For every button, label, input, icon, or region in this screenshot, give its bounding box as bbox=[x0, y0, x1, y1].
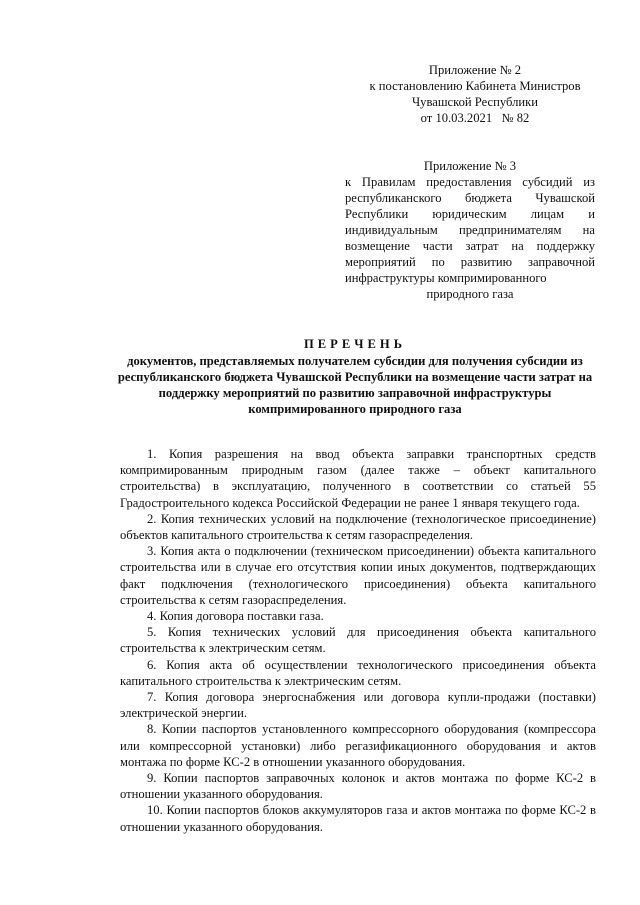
list-item: 6. Копия акта об осуществлении технологического присоединения объекта капитального строительства к электрическим сетям. bbox=[120, 657, 596, 688]
appendix-2-line-2: к постановлению Кабинета Министров bbox=[369, 79, 581, 93]
list-item: 7. Копия договора энергоснабжения или договора купли-продажи (поставки) электрической энергии. bbox=[120, 690, 596, 721]
document-list bbox=[120, 446, 596, 835]
appendix-2-line-1: Приложение № 2 bbox=[428, 63, 522, 77]
list-item: 1. Копия разрешения на ввод объекта заправки транспортных средств компримированным природным газом (далее также – объект капитального строительства) в эксплуатацию, полученного в соответствии со статьей 55 Градостроительного кодекса Российской Федерации не ранее 1 января текущего года. bbox=[120, 447, 596, 510]
list-item: 8. Копии паспортов установленного компрессорного оборудования (компрессора или компрессорной установки) либо регазификационного оборудования и актов монтажа по форме КС-2 в отношении указанного оборудования. bbox=[120, 722, 596, 769]
list-item: 5. Копия технических условий для присоединения объекта капитального строительства к электрическим сетям. bbox=[120, 625, 596, 656]
document-title-block bbox=[115, 336, 595, 417]
list-item: 10. Копии паспортов блоков аккумуляторов газа и актов монтажа по форме КС-2 в отношении указанного оборудования. bbox=[120, 803, 596, 834]
appendix-2-line-3: Чувашской Республики bbox=[412, 95, 538, 109]
appendix-3-description: к Правилам предоставления субсидий из республиканского бюджета Чувашской Республики юридическим лицам и индивидуальным предпринимателям на возмещение части затрат на поддержку мероприятий по развитию заправочной инфраструктуры компримированного bbox=[345, 175, 595, 285]
appendix-3-title: Приложение № 3 bbox=[423, 159, 517, 173]
list-item: 4. Копия договора поставки газа. bbox=[147, 609, 324, 624]
list-item: 9. Копии паспортов заправочных колонок и актов монтажа по форме КС-2 в отношении указанного оборудования. bbox=[120, 771, 596, 802]
document-subtitle: документов, представляемых получателем субсидии для получения субсидии из республиканского бюджета Чувашской Республики на возмещение части затрат на поддержку мероприятий по развитию заправочной инфраструктуры компримированного природного газа bbox=[117, 354, 593, 416]
document-title: ПЕРЕЧЕНЬ bbox=[303, 337, 407, 351]
appendix-2-header bbox=[345, 62, 605, 126]
appendix-2-line-4: от 10.03.2021 № 82 bbox=[420, 111, 530, 125]
list-item: 3. Копия акта о подключении (техническом присоединении) объекта капитального строительства или в случае его отсутствия копии иных документов, подтверждающих факт подключения (технологического присоединения) объекта капитального строительства к сетям газораспределения. bbox=[120, 544, 596, 607]
list-item: 2. Копия технических условий на подключение (технологическое присоединение) объектов капитального строительства к сетям газораспределения. bbox=[120, 511, 596, 543]
appendix-3-header bbox=[345, 158, 595, 302]
appendix-3-description-end: природного газа bbox=[426, 287, 514, 301]
